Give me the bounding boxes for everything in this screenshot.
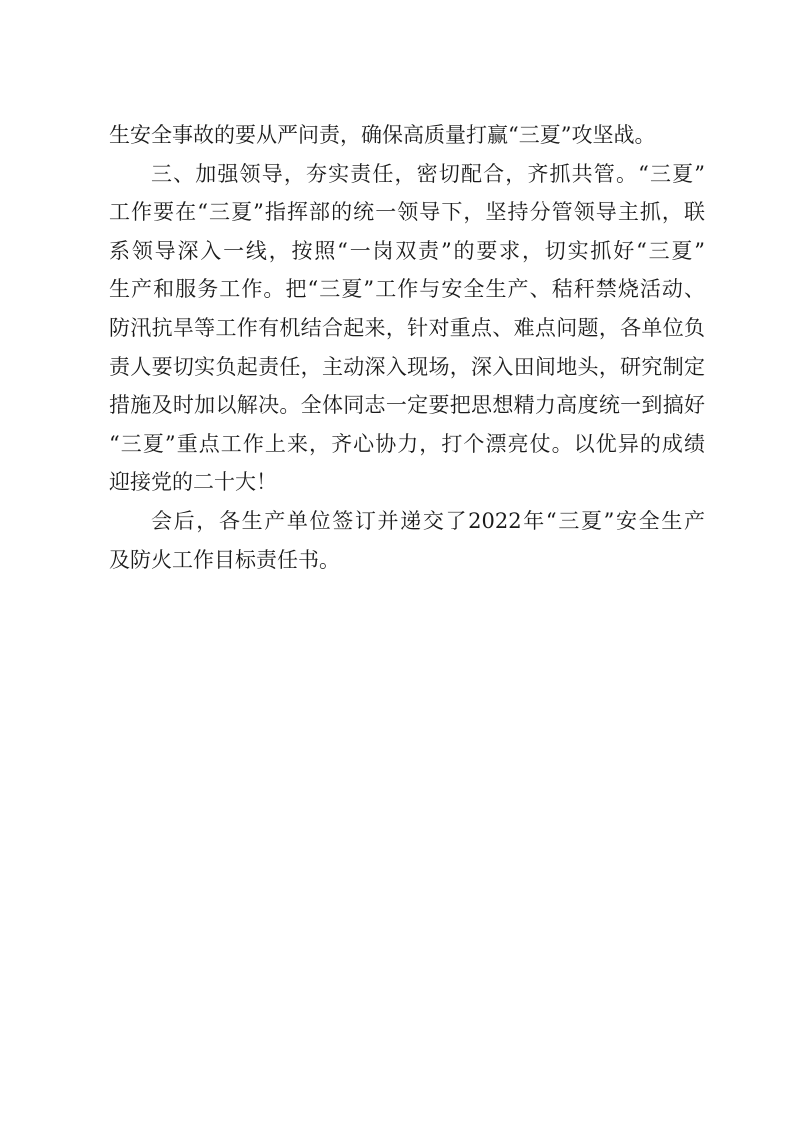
paragraph-line: 工作要在“三夏”指挥部的统一领导下，坚持分管领导主抓，联: [109, 200, 705, 225]
paragraph-line: 迎接党的二十大！: [109, 470, 277, 495]
paragraph-3: [109, 502, 705, 579]
paragraph-line: 三、加强领导，夯实责任，密切配合，齐抓共管。“三夏”: [151, 161, 705, 186]
paragraph-line: 会后，各生产单位签订并递交了2022年“三夏”安全生产: [151, 508, 705, 533]
paragraph-1: [109, 116, 705, 155]
paragraph-line: 措施及时加以解决。全体同志一定要把思想精力高度统一到搞好: [109, 393, 705, 418]
document-body: [109, 116, 705, 579]
paragraph-line: 系领导深入一线，按照“一岗双责”的要求，切实抓好“三夏”: [109, 238, 705, 263]
paragraph-line: 防汛抗旱等工作有机结合起来，针对重点、难点问题，各单位负: [109, 315, 705, 340]
paragraph-line: 生产和服务工作。把“三夏”工作与安全生产、秸秆禁烧活动、: [109, 277, 705, 302]
paragraph-line: “三夏”重点工作上来，齐心协力，打个漂亮仗。以优异的成绩: [109, 431, 705, 456]
paragraph-line: 及防火工作目标责任书。: [109, 547, 340, 572]
paragraph-line: 责人要切实负起责任，主动深入现场，深入田间地头，研究制定: [109, 354, 705, 379]
paragraph-2: [109, 155, 705, 502]
paragraph-line: 生安全事故的要从严问责，确保高质量打赢“三夏”攻坚战。: [109, 123, 656, 147]
